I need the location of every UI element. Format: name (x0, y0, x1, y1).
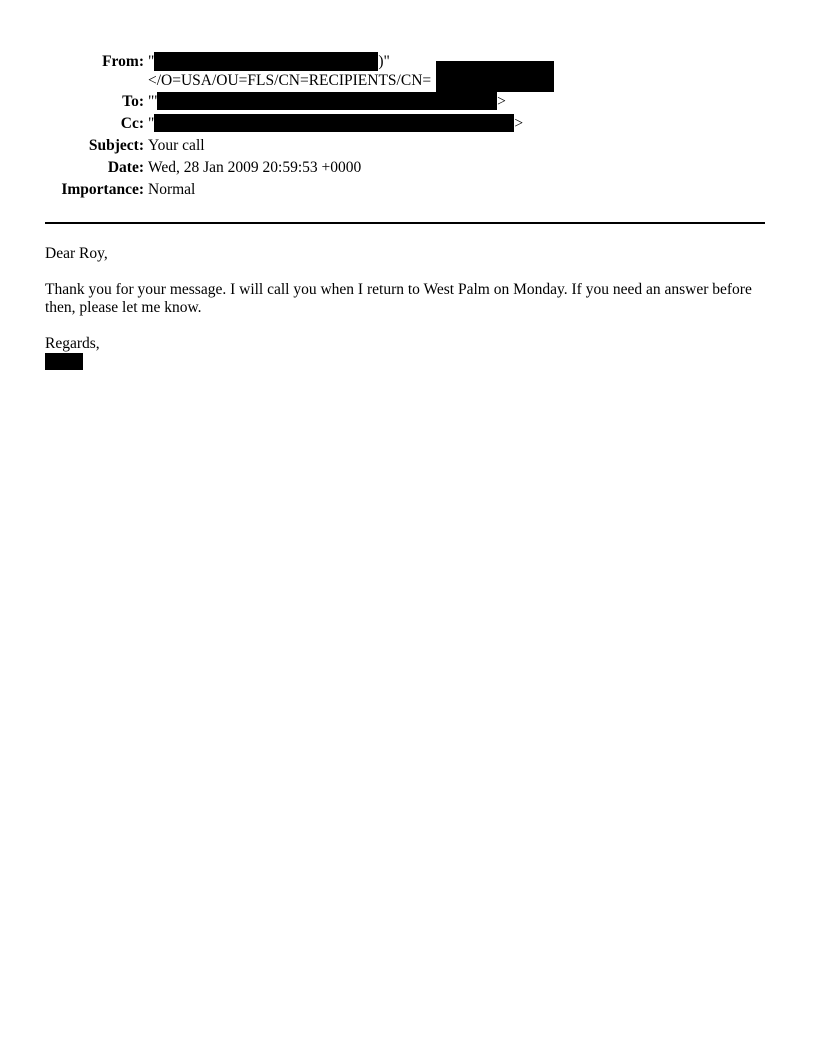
closing: Regards, (45, 335, 100, 352)
from-cn-redaction (436, 61, 554, 92)
message-paragraph: Thank you for your message. I will call you when I return to West Palm on Monday. If you need an answer before then, please let me know. (45, 281, 752, 316)
importance-row (0, 180, 816, 200)
importance-label: Importance: (61, 181, 144, 198)
cc-address-redaction (154, 114, 514, 132)
signature-redaction (45, 353, 83, 370)
cc-value (148, 114, 523, 134)
to-suffix: > (497, 93, 506, 110)
to-value (148, 92, 506, 112)
from-value (148, 52, 390, 72)
to-row (0, 92, 816, 112)
date-label: Date: (107, 159, 144, 176)
cc-prefix: " (148, 115, 155, 132)
to-prefix: "' (148, 93, 158, 110)
to-address-redaction (157, 92, 497, 110)
to-label: To: (122, 93, 144, 110)
from-address-line (148, 71, 431, 91)
importance-value: Normal (148, 181, 196, 198)
date-value: Wed, 28 Jan 2009 20:59:53 +0000 (148, 159, 362, 176)
subject-value: Your call (148, 137, 205, 154)
date-row (0, 158, 816, 178)
from-name-redaction (154, 52, 378, 71)
greeting: Dear Roy, (45, 245, 108, 262)
cc-row (0, 114, 816, 134)
from-row (0, 52, 816, 72)
from-quote-close: )" (378, 53, 390, 70)
from-label: From: (102, 53, 144, 70)
from-quote-open: " (148, 53, 155, 70)
header-divider (45, 222, 765, 224)
cc-label: Cc: (120, 115, 144, 132)
cc-suffix: > (514, 115, 524, 132)
subject-row (0, 136, 816, 156)
from-address-text: </O=USA/OU=FLS/CN=RECIPIENTS/CN= (148, 72, 432, 89)
subject-label: Subject: (88, 137, 144, 154)
